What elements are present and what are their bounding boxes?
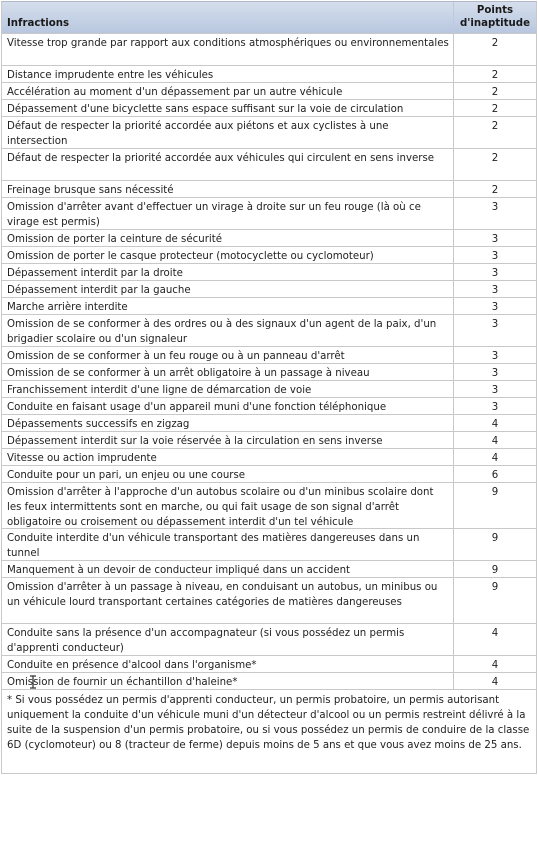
table-row: [1, 347, 537, 364]
infraction-cell: Accélération au moment d'un dépassement par un autre véhicule: [2, 83, 454, 99]
table-row: [1, 230, 537, 247]
infraction-cell: Conduite pour un pari, un enjeu ou une course: [2, 466, 454, 482]
infraction-cell: Dépassement interdit sur la voie réservée à la circulation en sens inverse: [2, 432, 454, 448]
infraction-cell: Freinage brusque sans nécessité: [2, 181, 454, 197]
points-cell: 3: [491, 385, 499, 396]
table-row: [1, 466, 537, 483]
points-cell: 2: [491, 87, 499, 98]
table-row: [1, 483, 537, 529]
points-cell: 4: [491, 419, 499, 430]
infraction-cell: Distance imprudente entre les véhicules: [2, 66, 454, 82]
table-row: [1, 66, 537, 83]
points-cell: 4: [491, 453, 499, 464]
points-cell: 6: [491, 470, 499, 481]
infraction-cell: Conduite sans la présence d'un accompagnateur (si vous possédez un permis d'apprenti conducteur): [2, 624, 454, 655]
table-row: [1, 181, 537, 198]
points-cell: 3: [491, 351, 499, 362]
infraction-cell: Omission de porter le casque protecteur (motocyclette ou cyclomoteur): [2, 247, 454, 263]
table-row: [1, 198, 537, 230]
header-points: Points d'inaptitude: [459, 5, 530, 29]
points-cell: 4: [491, 677, 499, 688]
points-cell: 3: [491, 368, 499, 379]
points-cell: 3: [491, 319, 499, 330]
table-row: [1, 364, 537, 381]
infraction-cell: Vitesse trop grande par rapport aux conditions atmosphériques ou environnementales: [2, 34, 454, 65]
points-cell: 9: [491, 582, 499, 593]
table-row: [1, 247, 537, 264]
table-row: [1, 315, 537, 347]
points-cell: 3: [491, 234, 499, 245]
points-cell: 4: [491, 436, 499, 447]
points-cell: 9: [491, 487, 499, 498]
infraction-cell: Conduite interdite d'un véhicule transportant des matières dangereuses dans un tunnel: [2, 529, 454, 560]
infraction-cell: Dépassement interdit par la gauche: [2, 281, 454, 297]
points-cell: 2: [491, 70, 499, 81]
infraction-cell: Conduite en présence d'alcool dans l'organisme*: [2, 656, 454, 672]
points-cell: 3: [491, 402, 499, 413]
infraction-cell: Défaut de respecter la priorité accordée aux piétons et aux cyclistes à une intersection: [2, 117, 454, 148]
infraction-cell: Dépassement d'une bicyclette sans espace suffisant sur la voie de circulation: [2, 100, 454, 116]
infraction-cell: Dépassements successifs en zigzag: [2, 415, 454, 431]
infraction-cell: Omission de porter la ceinture de sécurité: [2, 230, 454, 246]
header-infractions: Infractions: [2, 2, 454, 33]
table-row: [1, 529, 537, 561]
table-header: [1, 1, 537, 34]
points-cell: 2: [491, 185, 499, 196]
table-row: [1, 100, 537, 117]
points-cell: 3: [491, 202, 499, 213]
infraction-cell: Omission de se conformer à un arrêt obligatoire à un passage à niveau: [2, 364, 454, 380]
points-cell: 2: [491, 121, 499, 132]
points-cell: 2: [491, 38, 499, 49]
infraction-cell: Dépassement interdit par la droite: [2, 264, 454, 280]
infraction-cell: Omission de se conformer à un feu rouge ou à un panneau d'arrêt: [2, 347, 454, 363]
infraction-cell: Omission d'arrêter à l'approche d'un autobus scolaire ou d'un minibus scolaire dont les feux intermittents sont en marche, ou qui fait usage de son signal d'arrêt obligatoire ou croisement ou dépassement interdit d'un tel véhicule: [2, 483, 454, 528]
points-cell: 3: [491, 285, 499, 296]
points-cell: 9: [491, 533, 499, 544]
infraction-cell: Omission d'arrêter à un passage à niveau, en conduisant un autobus, un minibus ou un véhicule lourd transportant certaines catégories de matières dangereuses: [2, 578, 454, 623]
points-cell: 3: [491, 251, 499, 262]
infraction-cell: Défaut de respecter la priorité accordée aux véhicules qui circulent en sens inverse: [2, 149, 454, 180]
table-row: [1, 381, 537, 398]
infractions-table: [1, 1, 537, 774]
table-row: [1, 298, 537, 315]
infraction-cell: Franchissement interdit d'une ligne de démarcation de voie: [2, 381, 454, 397]
points-cell: 4: [491, 628, 499, 639]
points-cell: 2: [491, 104, 499, 115]
infraction-cell: Marche arrière interdite: [2, 298, 454, 314]
table-row: [1, 83, 537, 100]
infraction-cell: Vitesse ou action imprudente: [2, 449, 454, 465]
footnote: * Si vous possédez un permis d'apprenti conducteur, un permis probatoire, un permis autorisant uniquement la conduite d'un véhicule muni d'un détecteur d'alcool ou un permis restreint délivré à la suite de la suspension d'un permis probatoire, ou si vous possédez un permis de conduire de la classe 6D (cyclomoteur) ou 8 (tracteur de ferme) depuis moins de 5 ans et que vous avez moins de 25 ans.: [1, 690, 537, 774]
table-row: [1, 449, 537, 466]
infraction-cell: Conduite en faisant usage d'un appareil muni d'une fonction téléphonique: [2, 398, 454, 414]
points-cell: 3: [491, 302, 499, 313]
table-row: [1, 673, 537, 690]
table-row: [1, 117, 537, 149]
table-row: [1, 561, 537, 578]
table-row: [1, 578, 537, 624]
table-row: [1, 656, 537, 673]
table-row: [1, 432, 537, 449]
table-row: [1, 34, 537, 66]
infraction-cell: Manquement à un devoir de conducteur impliqué dans un accident: [2, 561, 454, 577]
points-cell: 3: [491, 268, 499, 279]
table-row: [1, 398, 537, 415]
points-cell: 4: [491, 660, 499, 671]
points-cell: 2: [491, 153, 499, 164]
table-row: [1, 415, 537, 432]
points-cell: 9: [491, 565, 499, 576]
table-row: [1, 149, 537, 181]
text-cursor-icon: [29, 675, 39, 689]
table-row: [1, 281, 537, 298]
infraction-cell: Omission de se conformer à des ordres ou à des signaux d'un agent de la paix, d'un brigadier scolaire ou d'un signaleur: [2, 315, 454, 346]
infraction-cell: Omission de fournir un échantillon d'haleine*: [2, 673, 454, 689]
infraction-cell: Omission d'arrêter avant d'effectuer un virage à droite sur un feu rouge (là où ce virage est permis): [2, 198, 454, 229]
table-row: [1, 264, 537, 281]
table-row: [1, 624, 537, 656]
